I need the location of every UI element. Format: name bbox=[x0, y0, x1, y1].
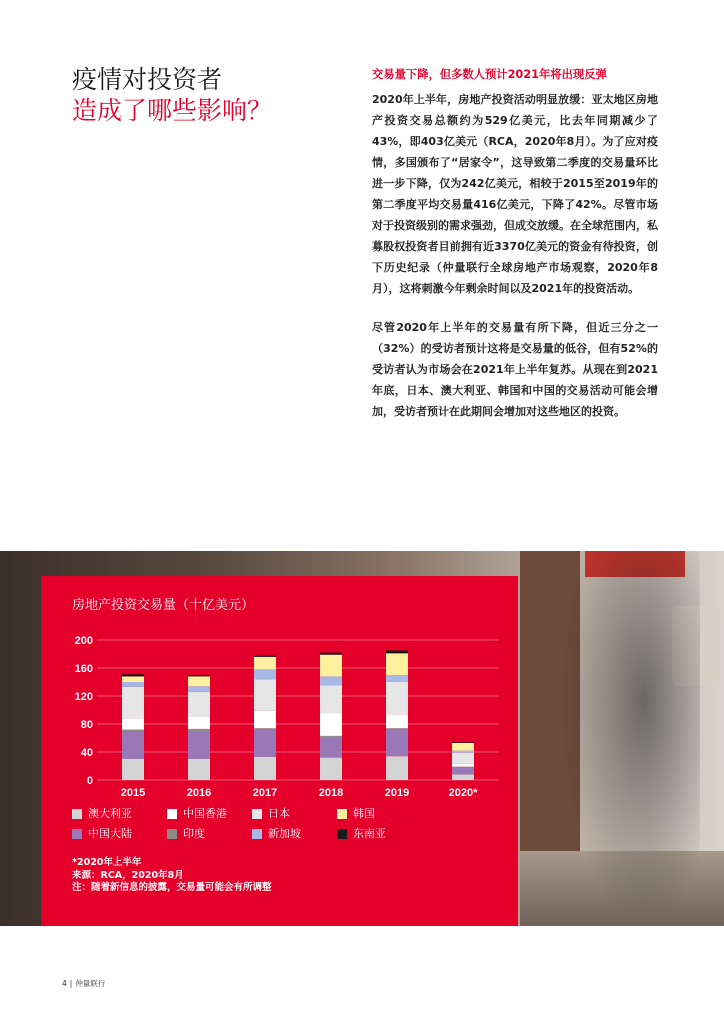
bar-segment bbox=[254, 730, 276, 757]
bar-segment bbox=[320, 738, 342, 758]
chart-panel bbox=[41, 576, 518, 926]
legend-item bbox=[337, 807, 375, 821]
footer-separator: | bbox=[69, 979, 73, 988]
x-tick-label: 2020* bbox=[448, 787, 478, 799]
bar-segment bbox=[386, 714, 408, 728]
bar-segment bbox=[320, 736, 342, 738]
legend-item bbox=[72, 807, 132, 821]
bar-segment bbox=[254, 711, 276, 729]
y-tick-label: 40 bbox=[80, 747, 93, 759]
paragraph-2: 尽管2020年上半年的交易量有所下降，但近三分之一（32%）的受访者预计这将是交易量的低谷，但有52%的受访者认为市场会在2021年上半年复苏。从现在到2021年底，日本、澳大利亚、韩国和中国的交易活动可能会增加，受访者预计在此期间会增加对这些地区的投资。 bbox=[372, 321, 658, 418]
bar-segment bbox=[320, 758, 342, 780]
bar-segment bbox=[188, 717, 210, 729]
legend-item bbox=[167, 827, 205, 841]
y-tick-label: 80 bbox=[80, 719, 93, 731]
bar-segment bbox=[320, 653, 342, 655]
bar-segment bbox=[122, 674, 144, 676]
legend-label: 中国大陆 bbox=[88, 827, 132, 840]
x-tick-label: 2015 bbox=[120, 787, 146, 799]
bar-segment bbox=[122, 676, 144, 682]
bar-segment bbox=[386, 675, 408, 682]
legend-item bbox=[337, 827, 386, 841]
legend-swatch bbox=[167, 809, 177, 819]
bar-segment bbox=[188, 692, 210, 717]
x-tick-label: 2019 bbox=[384, 787, 410, 799]
bar-segment bbox=[320, 714, 342, 736]
page-title bbox=[72, 64, 272, 126]
bar-segment bbox=[386, 651, 408, 654]
section-subhead: 交易量下降，但多数人预计2021年将出现反弹 bbox=[372, 68, 607, 81]
bar-segment bbox=[452, 764, 474, 767]
chart-title: 房地产投资交易量（十亿美元） bbox=[72, 598, 255, 613]
legend-item bbox=[72, 827, 132, 841]
bar-segment bbox=[254, 655, 276, 656]
chart-note: 注：随着新信息的披露，交易量可能会有所调整 bbox=[72, 882, 272, 893]
chart-source: 来源：RCA，2020年8月 bbox=[72, 869, 184, 881]
y-tick-label: 120 bbox=[74, 691, 93, 703]
title-line-2: 造成了哪些影响？ bbox=[72, 96, 273, 125]
legend-label: 新加坡 bbox=[268, 827, 301, 840]
y-tick-label: 0 bbox=[86, 775, 93, 787]
legend-item bbox=[167, 807, 227, 821]
legend-label: 日本 bbox=[268, 807, 290, 820]
legend-label: 韩国 bbox=[353, 807, 375, 820]
bar-segment bbox=[452, 742, 474, 743]
bar-segment bbox=[188, 676, 210, 686]
legend-swatch bbox=[167, 829, 177, 839]
bar-segment bbox=[188, 759, 210, 780]
bar-segment bbox=[386, 728, 408, 729]
bar-segment bbox=[122, 732, 144, 759]
bar-segment bbox=[254, 679, 276, 711]
legend-item bbox=[252, 827, 301, 841]
bar-segment bbox=[320, 655, 342, 677]
legend-swatch bbox=[337, 829, 347, 839]
bar-segment bbox=[452, 767, 474, 768]
legend-swatch bbox=[252, 809, 262, 819]
legend-item bbox=[252, 807, 290, 821]
page-number: 4 bbox=[62, 979, 67, 988]
bar-segment bbox=[386, 756, 408, 780]
bar-segment bbox=[188, 729, 210, 731]
bar-segment bbox=[320, 686, 342, 714]
page-footer bbox=[62, 978, 105, 989]
legend-swatch bbox=[337, 809, 347, 819]
bar-segment bbox=[122, 759, 144, 780]
legend-label: 澳大利亚 bbox=[88, 807, 132, 820]
bar-segment bbox=[254, 657, 276, 670]
legend-swatch bbox=[72, 809, 82, 819]
bar-segment bbox=[452, 751, 474, 753]
x-tick-label: 2016 bbox=[186, 787, 212, 799]
bar-segment bbox=[254, 728, 276, 729]
legend-swatch bbox=[252, 829, 262, 839]
bar-segment bbox=[320, 676, 342, 685]
photo-pedestrian bbox=[560, 551, 700, 926]
title-line-1: 疫情对投资者 bbox=[72, 65, 223, 94]
bar-segment bbox=[452, 774, 474, 780]
legend-label: 东南亚 bbox=[353, 827, 386, 840]
legend-swatch bbox=[72, 829, 82, 839]
x-tick-label: 2018 bbox=[318, 787, 344, 799]
chart-notes bbox=[72, 857, 272, 895]
stacked-bar-chart bbox=[41, 576, 518, 806]
bar-segment bbox=[452, 743, 474, 751]
bar-segment bbox=[188, 675, 210, 676]
bar-segment bbox=[122, 687, 144, 719]
article-body bbox=[372, 67, 658, 422]
bar-segment bbox=[452, 767, 474, 774]
bar-segment bbox=[122, 682, 144, 687]
bar-segment bbox=[386, 682, 408, 714]
legend-label: 印度 bbox=[183, 827, 205, 840]
bar-segment bbox=[188, 731, 210, 759]
y-tick-label: 160 bbox=[74, 663, 93, 675]
chart-footnote: *2020年上半年 bbox=[72, 857, 142, 868]
x-tick-label: 2017 bbox=[252, 787, 278, 799]
bar-segment bbox=[452, 753, 474, 764]
bar-segment bbox=[122, 730, 144, 732]
y-tick-label: 200 bbox=[74, 635, 93, 647]
bar-segment bbox=[188, 686, 210, 692]
legend-label: 中国香港 bbox=[183, 807, 227, 820]
paragraph-1: 2020年上半年，房地产投资活动明显放缓：亚太地区房地产投资交易总额约为529亿美元，比去年同期减少了43%，即403亿美元（RCA，2020年8月）。为了应对疫情，多国颁布了“居家令”，这导致第二季度的交易量环比进一步下降，仅为242亿美元，相较于2015至2019年的第二季度平均交易量416亿美元，下降了42%。尽管市场对于投资级别的需求强劲，但成交放缓。在全球范围内，私募股权投资者目前拥有近3370亿美元的资金有待投资，创下历史纪录（仲量联行全球房地产市场观察，2020年8月），这将刺激今年剩余时间以及2021年的投资活动。 bbox=[372, 93, 658, 295]
bar-segment bbox=[254, 669, 276, 679]
bar-segment bbox=[254, 757, 276, 780]
bar-segment bbox=[122, 718, 144, 729]
bar-segment bbox=[386, 730, 408, 757]
bar-segment bbox=[386, 653, 408, 675]
footer-brand: 仲量联行 bbox=[75, 979, 106, 988]
